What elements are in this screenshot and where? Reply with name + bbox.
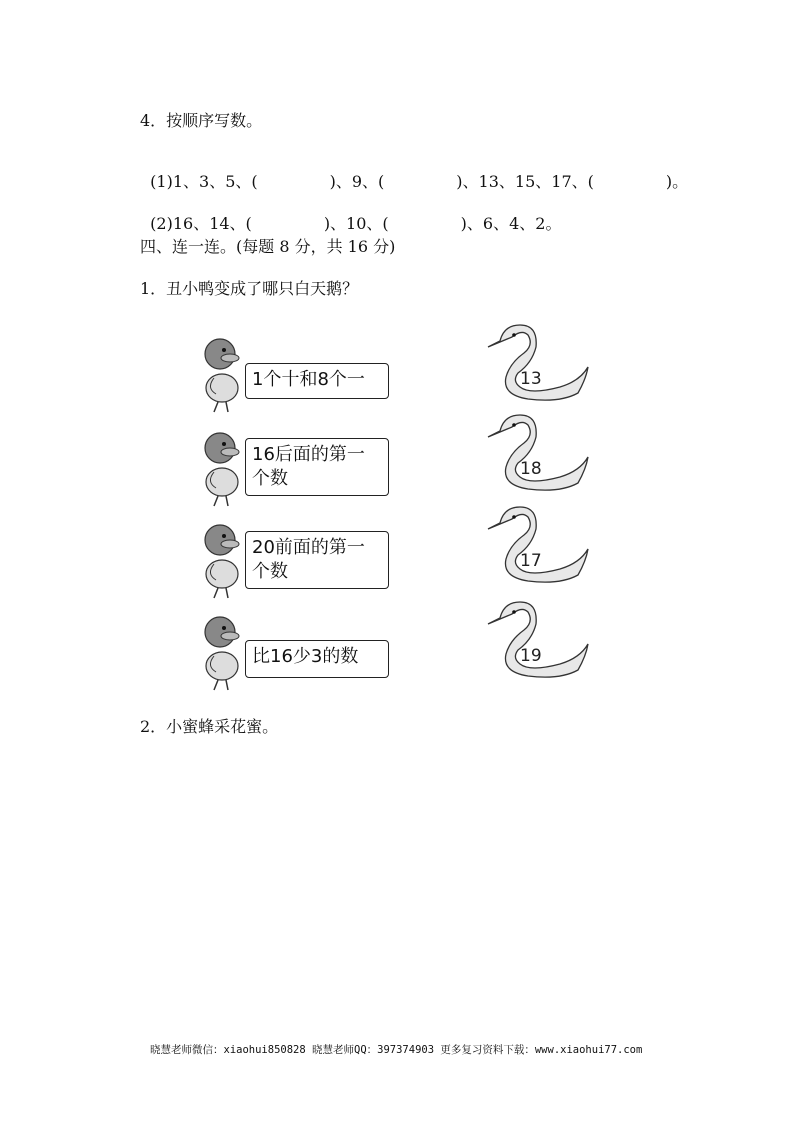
swan-icon (484, 405, 592, 493)
q4-line2-c: )、6、4、2。 (460, 214, 562, 233)
section4-q1: 1．丑小鸭变成了哪只白天鹅？ (140, 279, 359, 298)
swan-card[interactable] (484, 315, 592, 403)
clue-card[interactable]: 1个十和8个一 (245, 363, 389, 399)
q4-line1-c: )、13、15、17、( (456, 172, 594, 191)
clue-card[interactable]: 16后面的第一个数 (245, 438, 389, 496)
q4-line2-a: (2)16、14、( (150, 214, 252, 233)
q4-line1-a: (1)1、3、5、( (150, 172, 258, 191)
swan-number: 17 (520, 551, 542, 571)
q4-line1-d: )。 (665, 172, 689, 191)
q4-line1-b: )、9、( (329, 172, 385, 191)
duckling-icon (196, 330, 244, 416)
q4-line2 (140, 192, 561, 234)
duckling-icon (196, 608, 244, 694)
section4-heading: 四、连一连。(每题 8 分，共 16 分) (140, 237, 396, 256)
swan-card[interactable] (484, 592, 592, 680)
page-footer: 晓慧老师微信：xiaohui850828 晓慧老师QQ：397374903 更多复习资料下载：www.xiaohui77.com (150, 1044, 643, 1056)
swan-icon (484, 315, 592, 403)
swan-icon (484, 497, 592, 585)
swan-icon (484, 592, 592, 680)
q4-title: 4．按顺序写数。 (140, 111, 263, 130)
swan-card[interactable] (484, 405, 592, 493)
q4-line2-b: )、10、( (323, 214, 389, 233)
duckling-icon (196, 516, 244, 602)
section4-q2: 2．小蜜蜂采花蜜。 (140, 717, 279, 736)
duckling-icon (196, 424, 244, 510)
swan-number: 19 (520, 646, 542, 666)
swan-card[interactable] (484, 497, 592, 585)
clue-card[interactable]: 比16少3的数 (245, 640, 389, 678)
swan-number: 13 (520, 369, 542, 389)
q4-line1 (140, 150, 688, 192)
swan-number: 18 (520, 459, 542, 479)
clue-card[interactable]: 20前面的第一个数 (245, 531, 389, 589)
